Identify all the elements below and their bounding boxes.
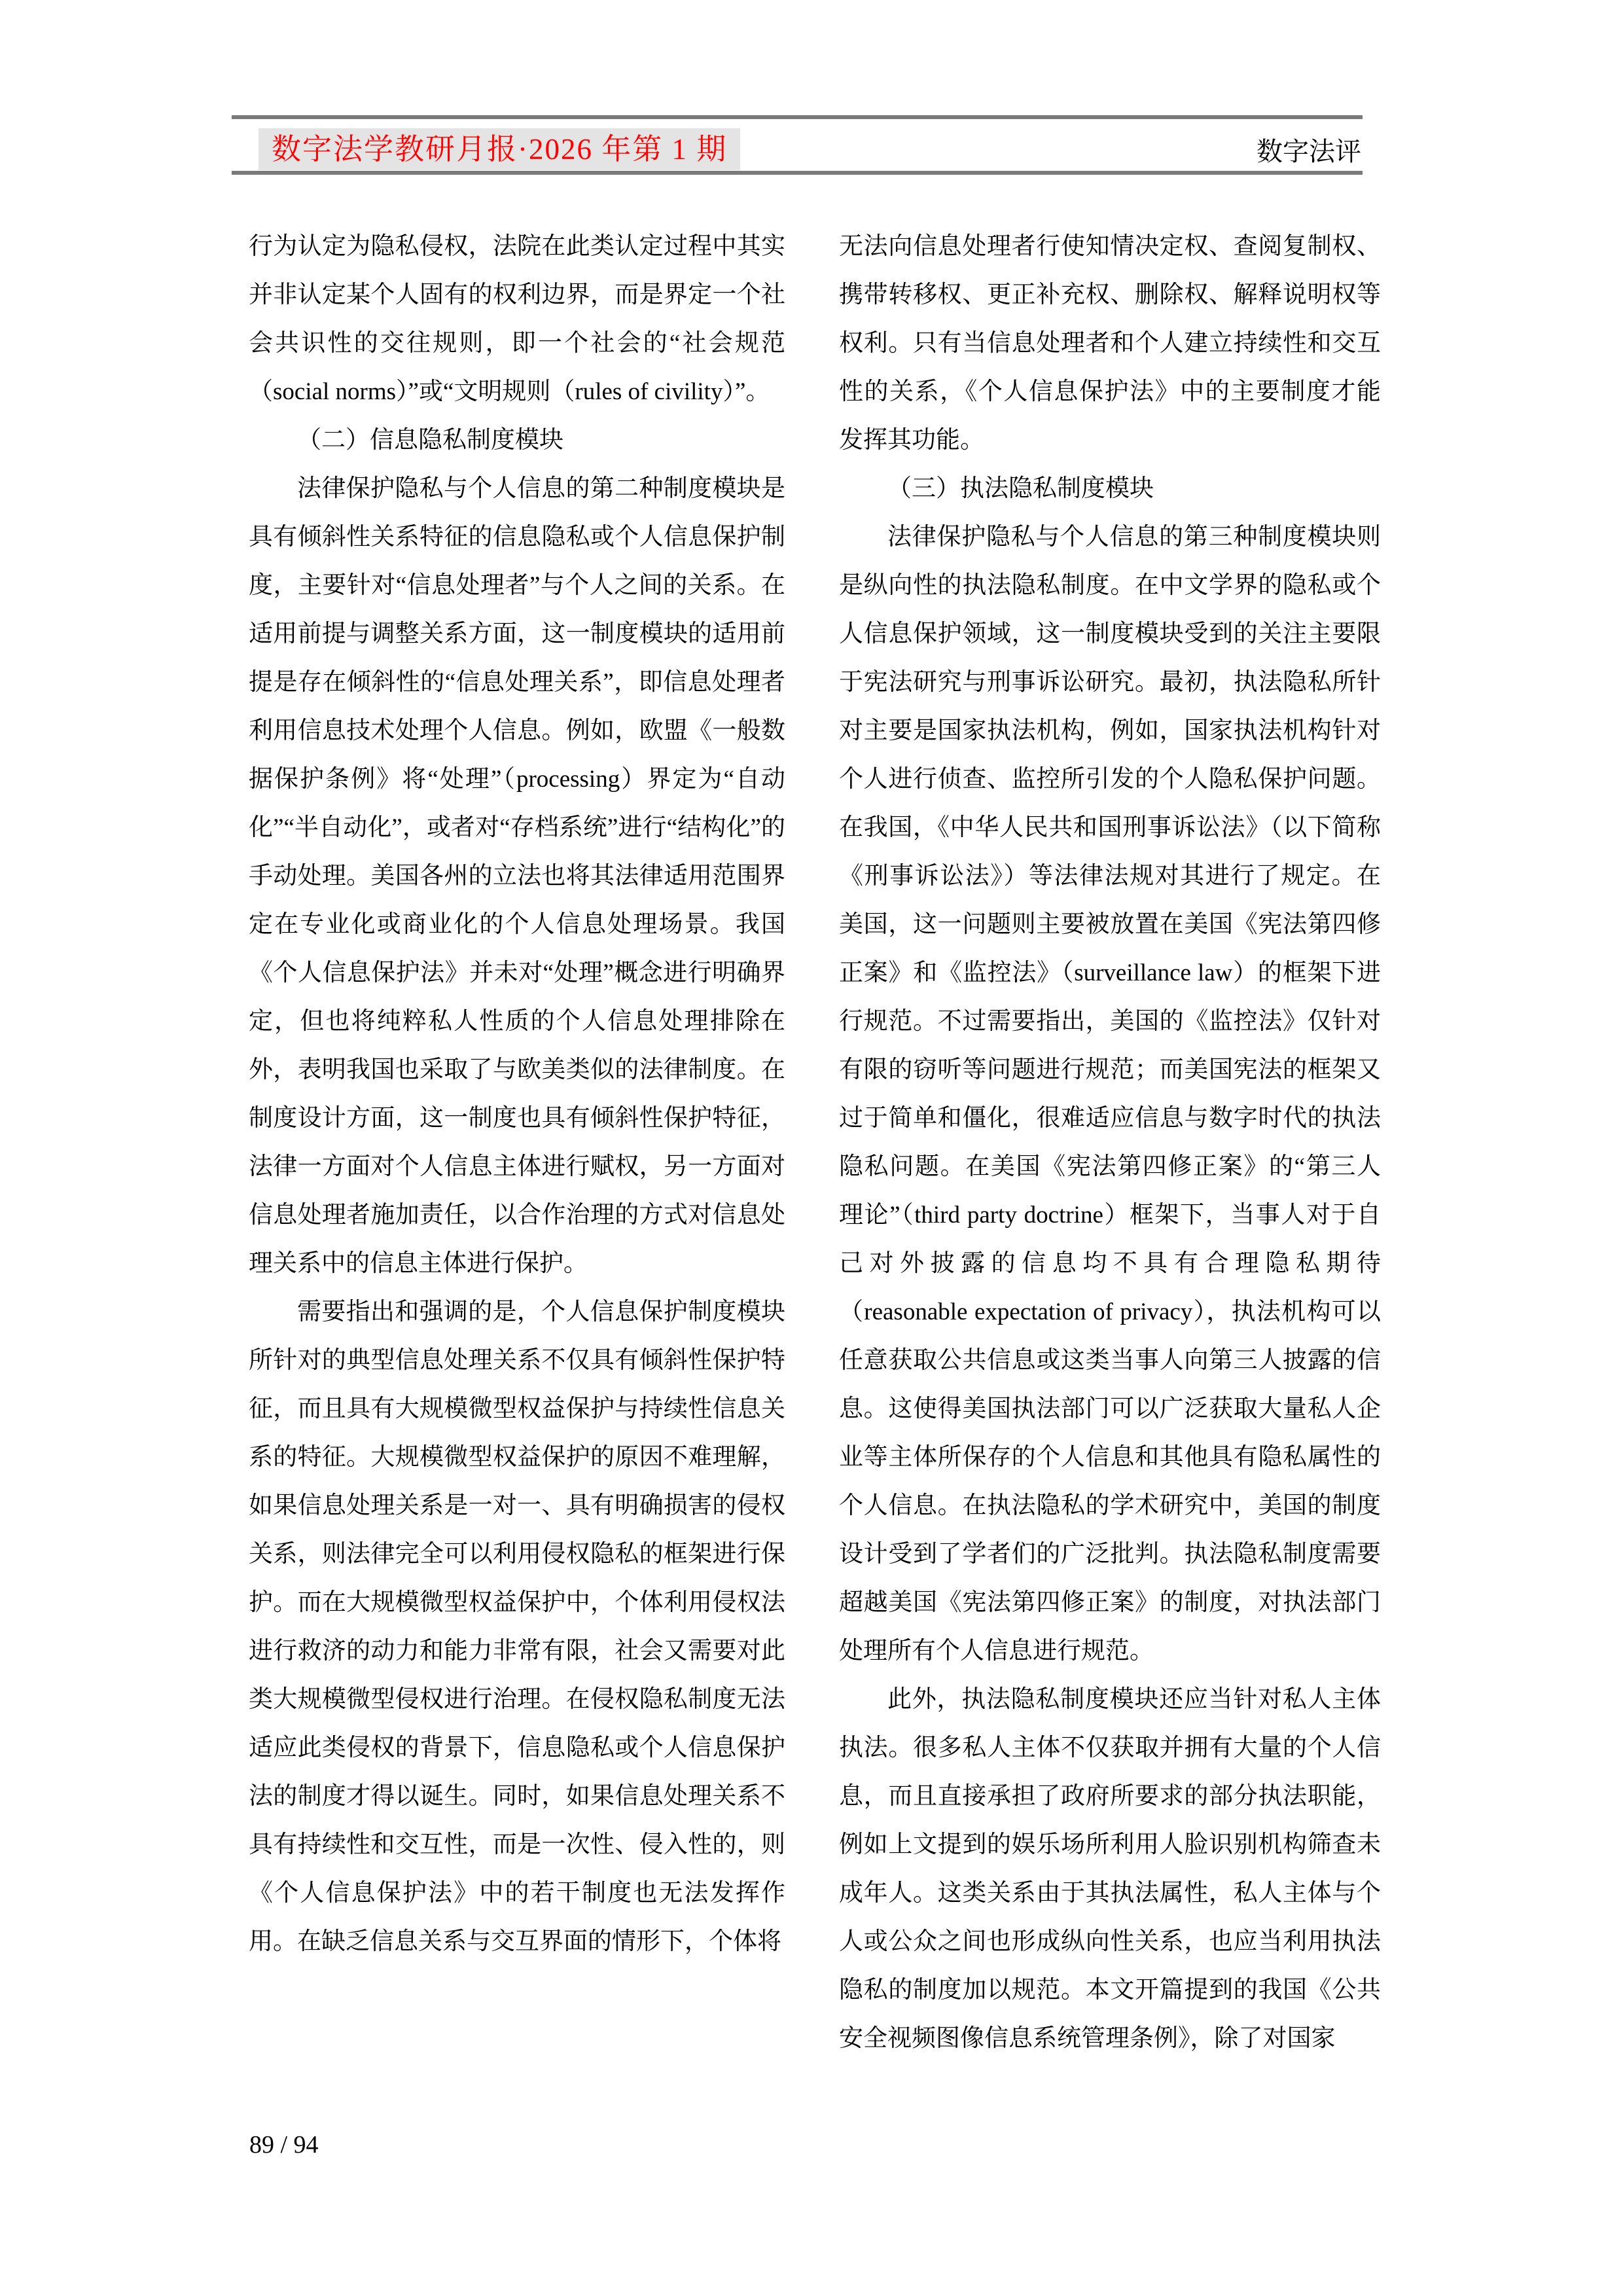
paragraph-law-enforcement-privacy-module: 法律保护隐私与个人信息的第三种制度模块则是纵向性的执法隐私制度。在中文学界的隐私或个人信息保护领域，这一制度模块受到的关注主要限于宪法研究与刑事诉讼研究。最初，执法隐私所针对主要是国家执法机构，例如，国家执法机构针对个人进行侦查、监控所引发的个人隐私保护问题。在我国，《中华人民共和国刑事诉讼法》（以下简称《刑事诉讼法》）等法律法规对其进行了规定。在美国，这一问题则主要被放置在美国《宪法第四修正案》和《监控法》（surveillance law）的框架下进行规范。不过需要指出，美国的《监控法》仅针对有限的窃听等问题进行规范；而美国宪法的框架又过于简单和僵化，很难适应信息与数字时代的执法隐私问题。在美国《宪法第四修正案》的“第三人理论”（third party doctrine）框架下，当事人对于自己对外披露的信息均不具有合理隐私期待（reasonable expectation of privacy），执法机构可以任意获取公共信息或这类当事人向第三人披露的信息。这使得美国执法部门可以广泛获取大量私人企业等主体所保存的个人信息和其他具有隐私属性的个人信息。在执法隐私的学术研究中，美国的制度设计受到了学者们的广泛批判。执法隐私制度需要超越美国《宪法第四修正案》的制度，对执法部门处理所有个人信息进行规范。 xyxy=(839,524,1381,1664)
paragraph-massive-micro-interests: 需要指出和强调的是，个人信息保护制度模块所针对的典型信息处理关系不仅具有倾斜性保护特征，而且具有大规模微型权益保护与持续性信息关系的特征。大规模微型权益保护的原因不难理解，如果信息处理关系是一对一、具有明确损害的侵权关系，则法律完全可以利用侵权隐私的框架进行保护。而在大规模微型权益保护中，个体利用侵权法进行救济的动力和能力非常有限，社会又需要对此类大规模微型侵权进行治理。在侵权隐私制度无法适应此类侵权的背景下，信息隐私或个人信息保护法的制度才得以诞生。同时，如果信息处理关系不具有持续性和交互性，而是一次性、侵入性的，则《个人信息保护法》中的若干制度也无法发挥作用。在缺乏信息关系与交互界面的情形下，个体将 xyxy=(249,1299,785,1955)
column-right xyxy=(839,223,1381,2063)
header-rule-bottom xyxy=(232,171,1363,175)
section-heading-information-privacy: （二）信息隐私制度模块 xyxy=(297,427,563,454)
paragraph-data-subject-rights-continued: 无法向信息处理者行使知情决定权、查阅复制权、携带转移权、更正补充权、删除权、解释说明权等权利。只有当信息处理者和个人建立持续性和交互性的关系，《个人信息保护法》中的主要制度才能发挥其功能。 xyxy=(839,233,1381,454)
column-left xyxy=(249,223,785,1966)
header-rule-top xyxy=(232,115,1363,119)
journal-title: 数字法学教研月报·2026 年第 1 期 xyxy=(259,128,740,170)
page-number: 89 / 94 xyxy=(249,2131,319,2159)
journal-section-label: 数字法评 xyxy=(1257,137,1361,166)
section-heading-law-enforcement-privacy: （三）执法隐私制度模块 xyxy=(887,475,1154,502)
paragraph-privacy-tort-continued: 行为认定为隐私侵权，法院在此类认定过程中其实并非认定某个人固有的权利边界，而是界定一个社会共识性的交往规则，即一个社会的“社会规范（social norms）”或“文明规则（rules of civility）”。 xyxy=(249,233,785,405)
paragraph-private-actor-enforcement: 此外，执法隐私制度模块还应当针对私人主体执法。很多私人主体不仅获取并拥有大量的个人信息，而且直接承担了政府所要求的部分执法职能，例如上文提到的娱乐场所利用人脸识别机构筛查未成年人。这类关系由于其执法属性，私人主体与个人或公众之间也形成纵向性关系，也应当利用执法隐私的制度加以规范。本文开篇提到的我国《公共安全视频图像信息系统管理条例》，除了对国家 xyxy=(839,1686,1381,2052)
paragraph-information-privacy-module: 法律保护隐私与个人信息的第二种制度模块是具有倾斜性关系特征的信息隐私或个人信息保护制度，主要针对“信息处理者”与个人之间的关系。在适用前提与调整关系方面，这一制度模块的适用前提是存在倾斜性的“信息处理关系”，即信息处理者利用信息技术处理个人信息。例如，欧盟《一般数据保护条例》将“处理”（processing）界定为“自动化”“半自动化”，或者对“存档系统”进行“结构化”的手动处理。美国各州的立法也将其法律适用范围界定在专业化或商业化的个人信息处理场景。我国《个人信息保护法》并未对“处理”概念进行明确界定，但也将纯粹私人性质的个人信息处理排除在外，表明我国也采取了与欧美类似的法律制度。在制度设计方面，这一制度也具有倾斜性保护特征，法律一方面对个人信息主体进行赋权，另一方面对信息处理者施加责任，以合作治理的方式对信息处理关系中的信息主体进行保护。 xyxy=(249,475,785,1277)
